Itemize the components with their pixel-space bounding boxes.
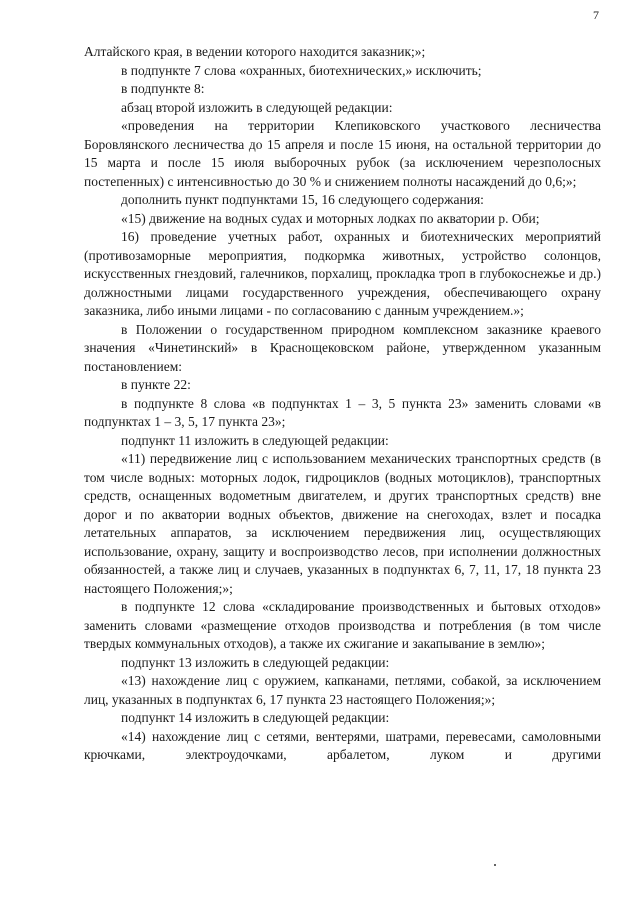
paragraph: дополнить пункт подпунктами 15, 16 следующего содержания: [121,192,484,207]
paragraph: «13) нахождение лиц с оружием, капканами, петлями, собакой, за исключением лиц, указанных в подпунктах 6, 17 пункта 23 настоящего Положения;»; [84,673,601,707]
scan-speck [494,864,496,866]
paragraph: в пункте 22: [121,377,191,392]
paragraph: в подпункте 8 слова «в подпунктах 1 – 3, 5 пункта 23» заменить словами «в подпунктах 1 – 3, 5, 17 пункта 23»; [84,395,601,429]
paragraph: подпункт 14 изложить в следующей редакции: [121,710,390,725]
paragraph: 16) проведение учетных работ, охранных и биотехнических мероприятий (противозаморные мероприятия, подкормка животных, устройство солонцов, искусственных гнездовий, галечников, порхалищ, прокладка троп в глубокоснежье и др.) должностными лицами государственного учреждения, обеспечивающего охрану заказника, либо иными лицами - по согласованию с данным учреждением.»; [84,229,601,318]
paragraph: «15) движение на водных судах и моторных лодках по акватории р. Оби; [121,210,540,226]
paragraph: подпункт 11 изложить в следующей редакции: [121,432,389,448]
paragraph: в подпункте 7 слова «охранных, биотехнических,» исключить; [121,62,482,78]
page-number: 7 [593,8,599,22]
paragraph: в подпункте 8: [121,81,205,96]
paragraph: Алтайского края, в ведении которого находится заказник;»; [84,44,426,59]
paragraph: в подпункте 12 слова «складирование производственных и бытовых отходов» заменить словами «размещение отходов производства и потребления (в том числе твердых коммунальных отходов), а также их сжигание и закапывание в землю»; [84,599,601,651]
paragraph: абзац второй изложить в следующей редакции: [121,99,393,115]
paragraph: «11) передвижение лиц с использованием механических транспортных средств (в том числе водных: моторных лодок, гидроциклов (водных мотоциклов), транспортных средств, оснащенных водометным двигателем, и других транспортных средств) вне дорог и по акватории водных объектов, движение на снегоходах, взлет и посадка летательных аппаратов, за исключением передвижения лиц, осуществляющих использование, охрану, защиту и воспроизводство лесов, при исполнении должностных обязанностей, а также лиц и случаев, указанных в подпунктах 6, 7, 11, 17, 18 пункта 23 настоящего Положения;»; [84,451,601,596]
paragraph: подпункт 13 изложить в следующей редакции: [121,654,390,670]
paragraph: «проведения на территории Клепиковского участкового лесничества Боровлянского лесничества до 15 апреля и после 15 июня, на остальной территории до 15 марта и после 15 июля выборочных рубок (за исключением черезполосных постепенных) с интенсивностью до 30 % и снижением полноты насаждений до 0,6;»; [84,118,601,189]
paragraph: в Положении о государственном природном комплексном заказнике краевого значения «Чинетинский» в Краснощековском районе, утвержденном указанным постановлением: [84,321,601,374]
paragraph-continued: «14) нахождение лиц с сетями, вентерями, шатрами, перевесами, самоловными крючками, электроудочками, арбалетом, луком и другими [84,728,601,762]
document-body [84,43,601,765]
